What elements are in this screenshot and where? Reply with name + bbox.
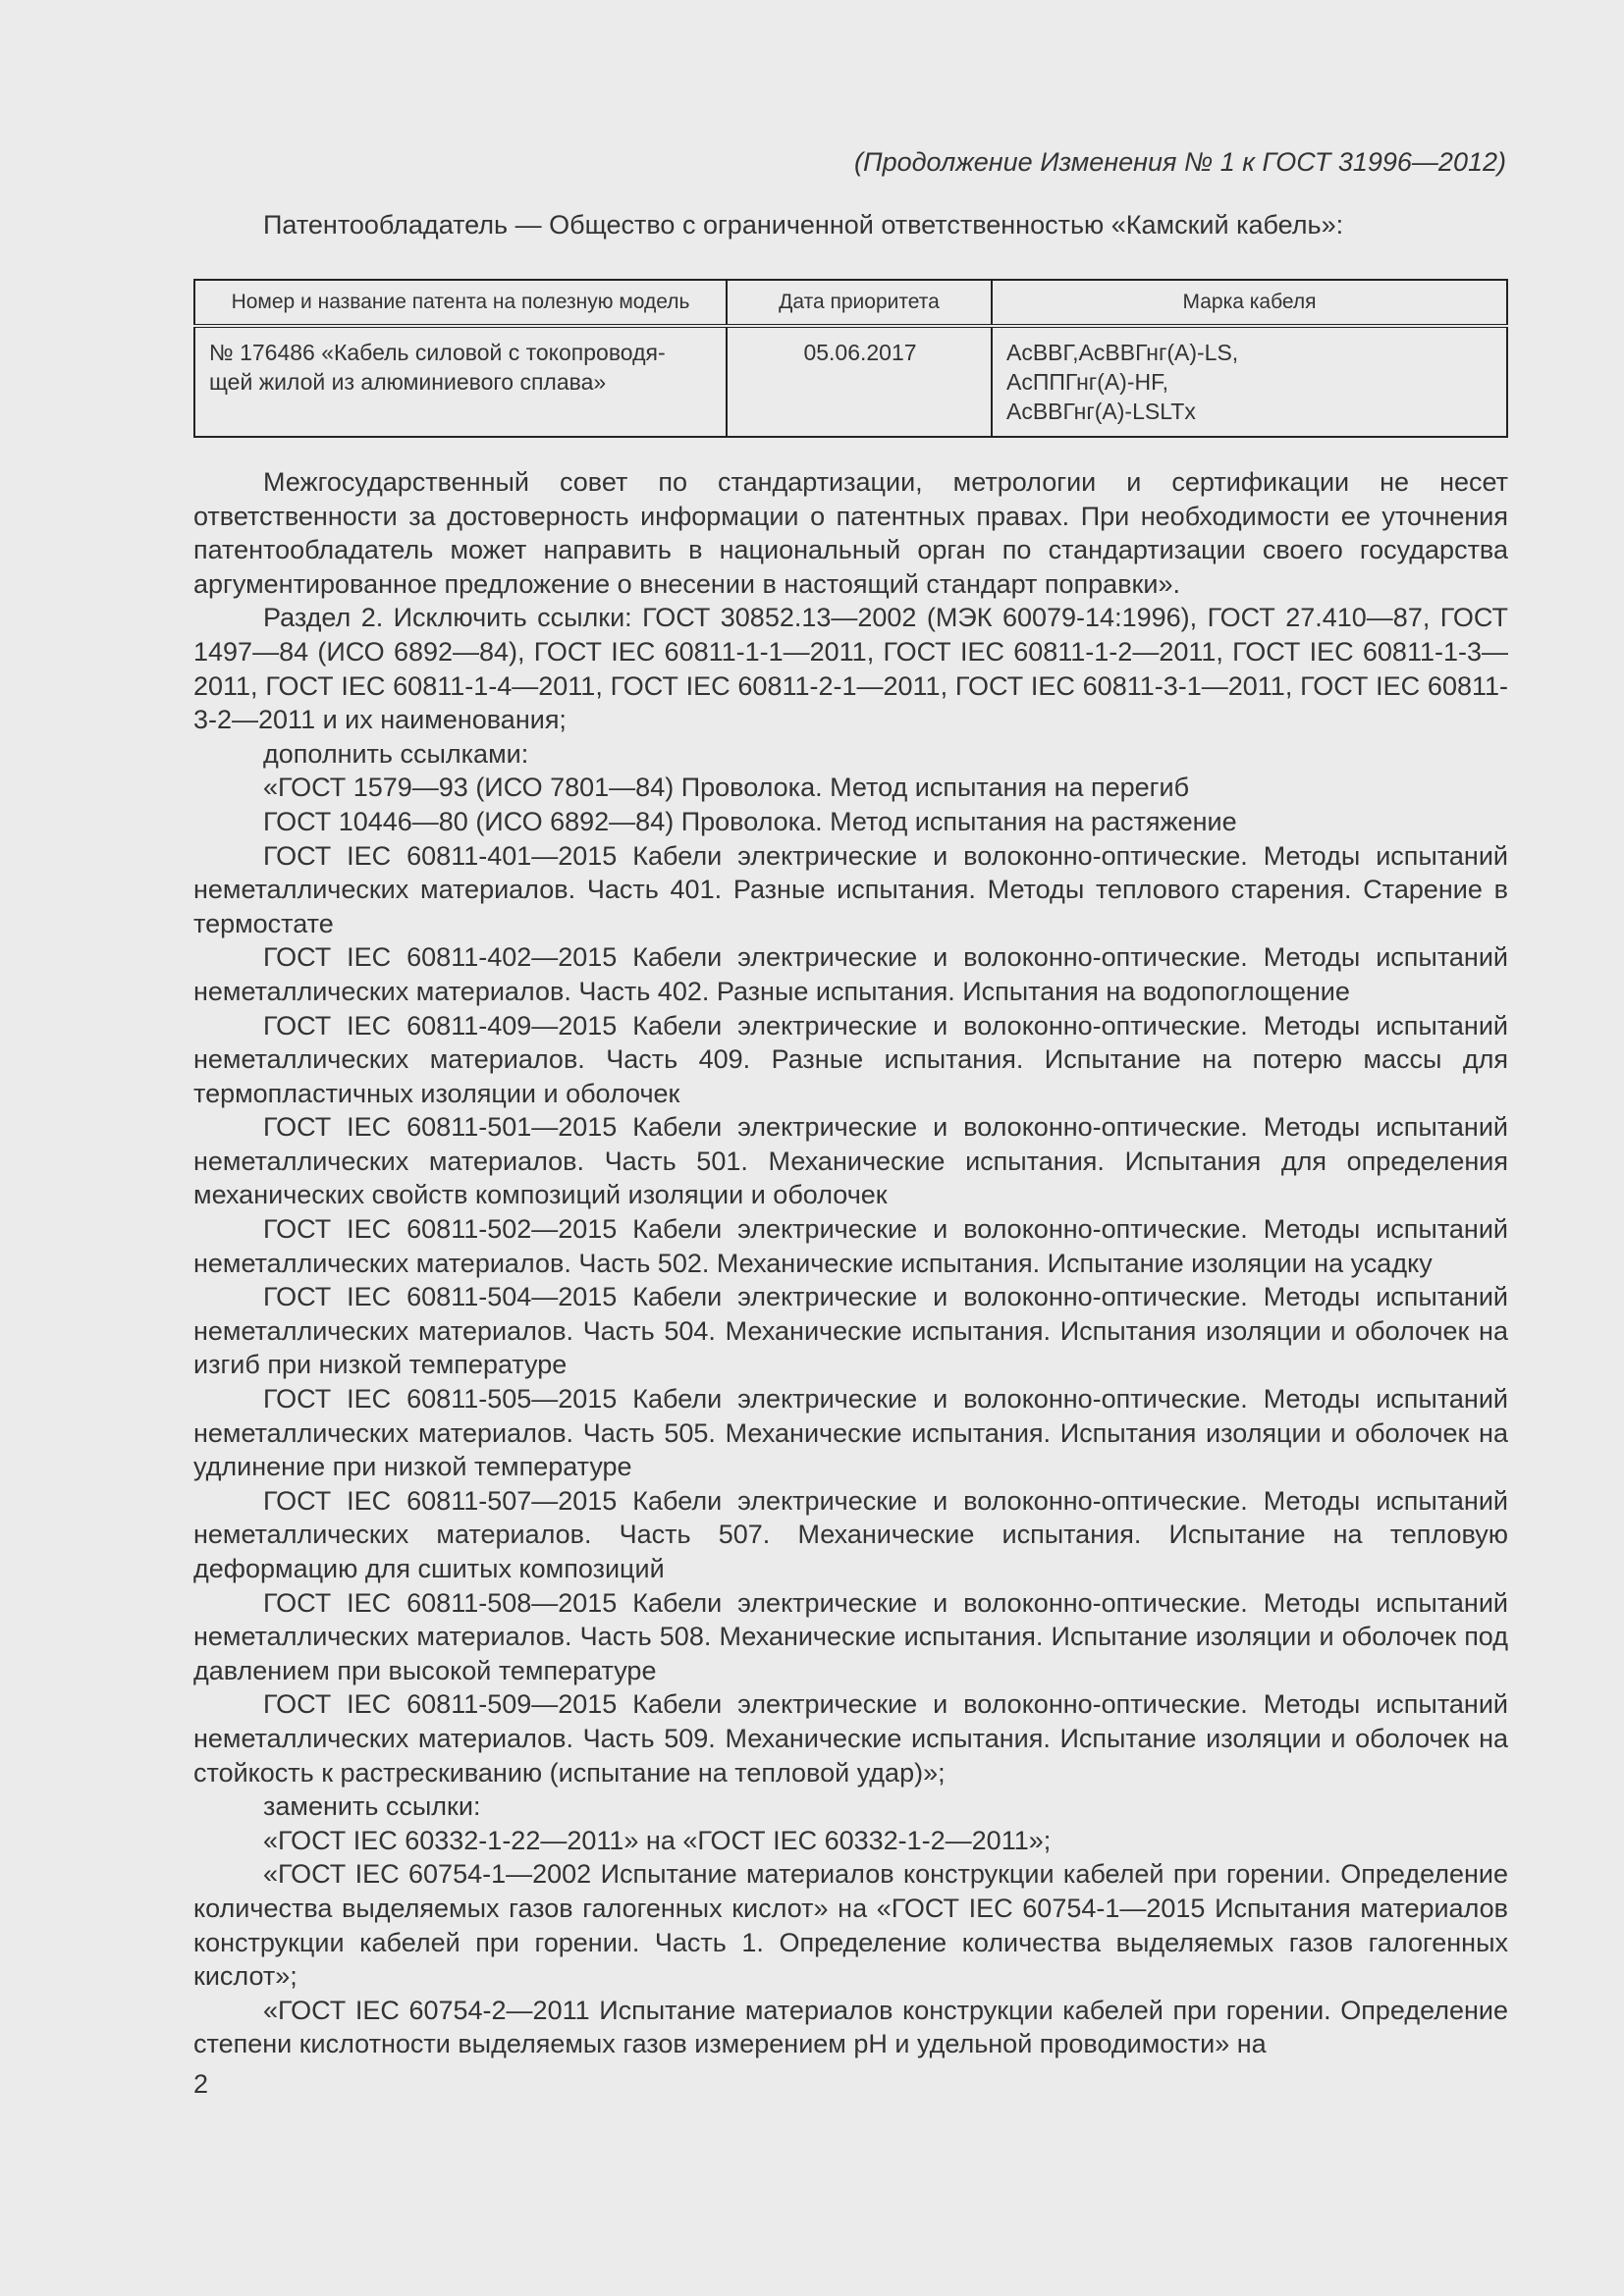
replacement-item: «ГОСТ IEC 60754-1—2002 Испытание материалов конструкции кабелей при горении. Определение количества выделяемых газов галогенных кислот» на «ГОСТ IEC 60754-1—2015 Испытания материалов конструкции кабелей при горении. Часть 1. Определение количества выделяемых газов галогенных кислот»; [193, 1859, 1508, 1992]
brand-line: АсВВГнг(А)-LSLTx [1006, 399, 1196, 424]
reference-item: ГОСТ IEC 60811-504—2015 Кабели электрические и волоконно-оптические. Методы испытаний неметаллических материалов. Часть 504. Механические испытания. Испытания изоляции и оболочек на изгиб при низкой температуре [193, 1282, 1508, 1380]
intro-paragraph: Патентообладатель — Общество с ограниченной ответственностью «Камский кабель»: [263, 210, 1344, 240]
paragraph-disclaimer: Межгосударственный совет по стандартизации, метрологии и сертификации не несет ответственности за достоверность информации о патентных правах. При необходимости ее уточнения патентообладатель может направить в национальный орган по стандартизации своего государства аргументированное предложение о внесении в настоящий стандарт поправки». [193, 467, 1508, 599]
brand-line: АсППГнг(А)-HF, [1006, 369, 1168, 395]
page-number: 2 [193, 2069, 209, 2099]
replacement-item: «ГОСТ IEC 60754-2—2011 Испытание материалов конструкции кабелей при горении. Определение степени кислотности выделяемых газов измерением pH и удельной проводимости» на [193, 1995, 1508, 2059]
paragraph-add-references: дополнить ссылками: [263, 738, 529, 769]
patent-line: щей жилой из алюминиевого сплава» [209, 369, 607, 395]
reference-item: ГОСТ 10446—80 (ИСО 6892—84) Проволока. Метод испытания на растяжение [263, 806, 1237, 836]
table-cell-patent [194, 326, 727, 437]
table-header-row [194, 280, 1507, 326]
table-cell-brand [992, 326, 1507, 437]
paragraph-replace-references: заменить ссылки: [263, 1791, 481, 1822]
reference-item: ГОСТ IEC 60811-402—2015 Кабели электрические и волоконно-оптические. Методы испытаний неметаллических материалов. Часть 402. Разные испытания. Испытания на водопоглощение [193, 942, 1508, 1006]
body-text [193, 465, 1508, 2061]
reference-item: ГОСТ IEC 60811-502—2015 Кабели электрические и волоконно-оптические. Методы испытаний неметаллических материалов. Часть 502. Механические испытания. Испытание изоляции на усадку [193, 1214, 1508, 1278]
reference-item: «ГОСТ 1579—93 (ИСО 7801—84) Проволока. Метод испытания на перегиб [263, 773, 1190, 803]
paragraph-section-2: Раздел 2. Исключить ссылки: ГОСТ 30852.13—2002 (МЭК 60079-14:1996), ГОСТ 27.410—87, ГОСТ 1497—84 (ИСО 6892—84), ГОСТ IEC 60811-1-1—2011, ГОСТ IEC 60811-1-2—2011, ГОСТ IEC 60811-1-3—2011, ГОСТ IEC 60811-1-4—2011, ГОСТ IEC 60811-2-1—2011, ГОСТ IEC 60811-3-1—2011, ГОСТ IEC 60811-3-2—2011 и их наименования; [193, 603, 1508, 735]
reference-item: ГОСТ IEC 60811-501—2015 Кабели электрические и волоконно-оптические. Методы испытаний неметаллических материалов. Часть 501. Механические испытания. Испытания для определения механических свойств композиций изоляции и оболочек [193, 1112, 1508, 1210]
table-header-brand: Марка кабеля [992, 280, 1507, 326]
patent-table [193, 279, 1508, 438]
reference-item: ГОСТ IEC 60811-505—2015 Кабели электрические и волоконно-оптические. Методы испытаний неметаллических материалов. Часть 505. Механические испытания. Испытания изоляции и оболочек на удлинение при низкой температуре [193, 1384, 1508, 1482]
reference-item: ГОСТ IEC 60811-509—2015 Кабели электрические и волоконно-оптические. Методы испытаний неметаллических материалов. Часть 509. Механические испытания. Испытание изоляции и оболочек на стойкость к растрескиванию (испытание на тепловой удар)»; [193, 1689, 1508, 1788]
reference-item: ГОСТ IEC 60811-508—2015 Кабели электрические и волоконно-оптические. Методы испытаний неметаллических материалов. Часть 508. Механические испытания. Испытание изоляции и оболочек под давлением при высокой температуре [193, 1587, 1508, 1685]
table-header-date: Дата приоритета [727, 280, 992, 326]
table-row [194, 326, 1507, 437]
table-cell-date: 05.06.2017 [727, 326, 992, 437]
table-header-patent: Номер и название патента на полезную модель [194, 280, 727, 326]
reference-item: ГОСТ IEC 60811-409—2015 Кабели электрические и волоконно-оптические. Методы испытаний неметаллических материалов. Часть 409. Разные испытания. Испытание на потерю массы для термопластичных изоляции и оболочек [193, 1010, 1508, 1108]
brand-line: АсВВГ,АсВВГнг(А)-LS, [1006, 340, 1239, 365]
patent-line: № 176486 «Кабель силовой с токопроводя- [209, 340, 666, 365]
replacement-item: «ГОСТ IEC 60332-1-22—2011» на «ГОСТ IEC 60332-1-2—2011»; [263, 1825, 1052, 1855]
reference-item: ГОСТ IEC 60811-401—2015 Кабели электрические и волоконно-оптические. Методы испытаний неметаллических материалов. Часть 401. Разные испытания. Методы теплового старения. Старение в термостате [193, 840, 1508, 938]
running-header: (Продолжение Изменения № 1 к ГОСТ 31996—2012) [854, 147, 1506, 177]
reference-item: ГОСТ IEC 60811-507—2015 Кабели электрические и волоконно-оптические. Методы испытаний неметаллических материалов. Часть 507. Механические испытания. Испытание на тепловую деформацию для сшитых композиций [193, 1485, 1508, 1583]
